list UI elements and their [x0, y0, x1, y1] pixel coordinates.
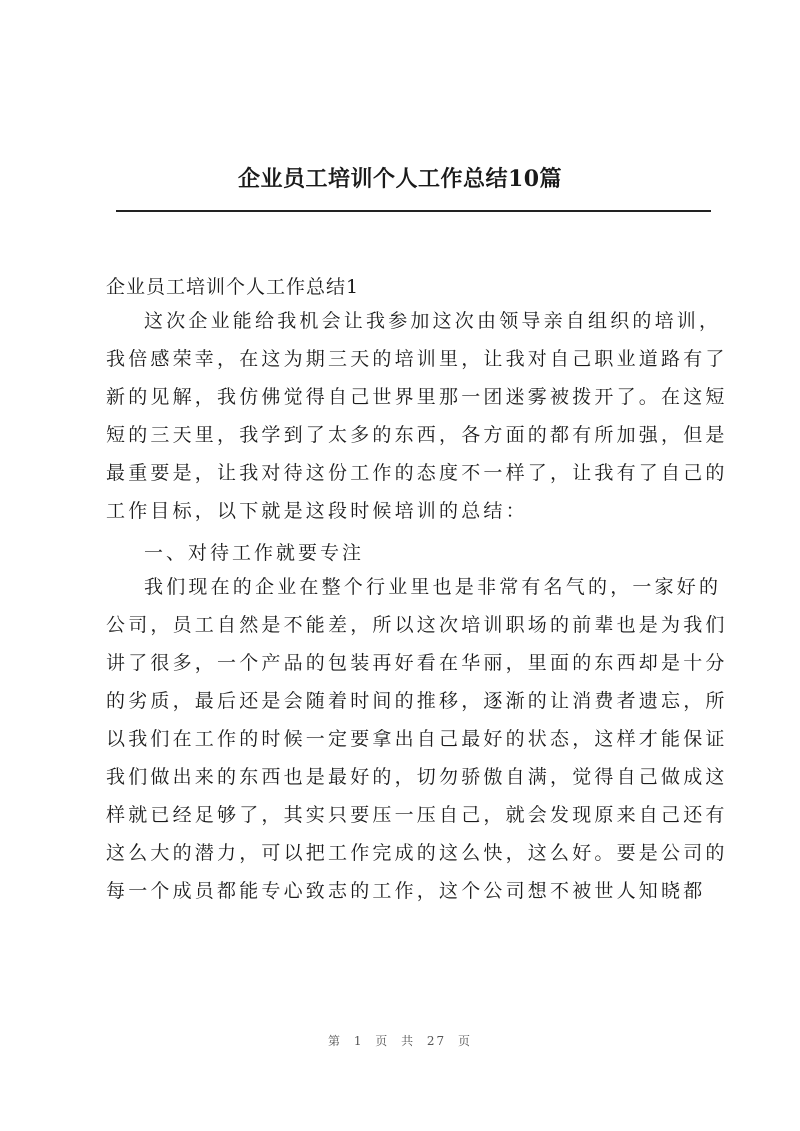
document-body	[106, 268, 728, 914]
paragraph-line: 这次企业能给我机会让我参加这次由领导亲自组织的培训，	[144, 310, 722, 332]
paragraph-line: 每一个成员都能专心致志的工作，这个公司想不被世人知晓都	[106, 880, 706, 902]
paragraph-line: 我们做出来的东西也是最好的，切勿骄傲自满，觉得自己做成这	[106, 766, 728, 788]
paragraph-line: 讲了很多，一个产品的包装再好看在华丽，里面的东西却是十分	[106, 652, 728, 674]
paragraph-line: 我们现在的企业在整个行业里也是非常有名气的，一家好的	[144, 576, 722, 598]
paragraph-line: 的劣质，最后还是会随着时间的推移，逐渐的让消费者遗忘，所	[106, 690, 728, 712]
section-heading: 企业员工培训个人工作总结1	[106, 276, 360, 298]
paragraph-line: 工作目标，以下就是这段时候培训的总结：	[106, 500, 528, 522]
page-title: 企业员工培训个人工作总结10篇	[237, 166, 563, 192]
paragraph-line: 短的三天里，我学到了太多的东西，各方面的都有所加强，但是	[106, 424, 728, 446]
subheading: 一、对待工作就要专注	[144, 542, 365, 564]
paragraph-line: 这么大的潜力，可以把工作完成的这么快，这么好。要是公司的	[106, 842, 728, 864]
title-divider	[116, 210, 711, 212]
paragraph-1	[106, 306, 728, 534]
paragraph-line: 最重要是，让我对待这份工作的态度不一样了，让我有了自己的	[106, 462, 728, 484]
paragraph-line: 以我们在工作的时候一定要拿出自己最好的状态，这样才能保证	[106, 728, 728, 750]
paragraph-line: 我倍感荣幸，在这为期三天的培训里，让我对自己职业道路有了	[106, 348, 728, 370]
paragraph-line: 样就已经足够了，其实只要压一压自己，就会发现原来自己还有	[106, 804, 728, 826]
paragraph-line: 公司，员工自然是不能差，所以这次培训职场的前辈也是为我们	[106, 614, 728, 636]
paragraph-2	[106, 572, 728, 914]
paragraph-line: 新的见解，我仿佛觉得自己世界里那一团迷雾被拨开了。在这短	[106, 386, 728, 408]
page-footer: 第 1 页 共 27 页	[328, 1034, 472, 1048]
